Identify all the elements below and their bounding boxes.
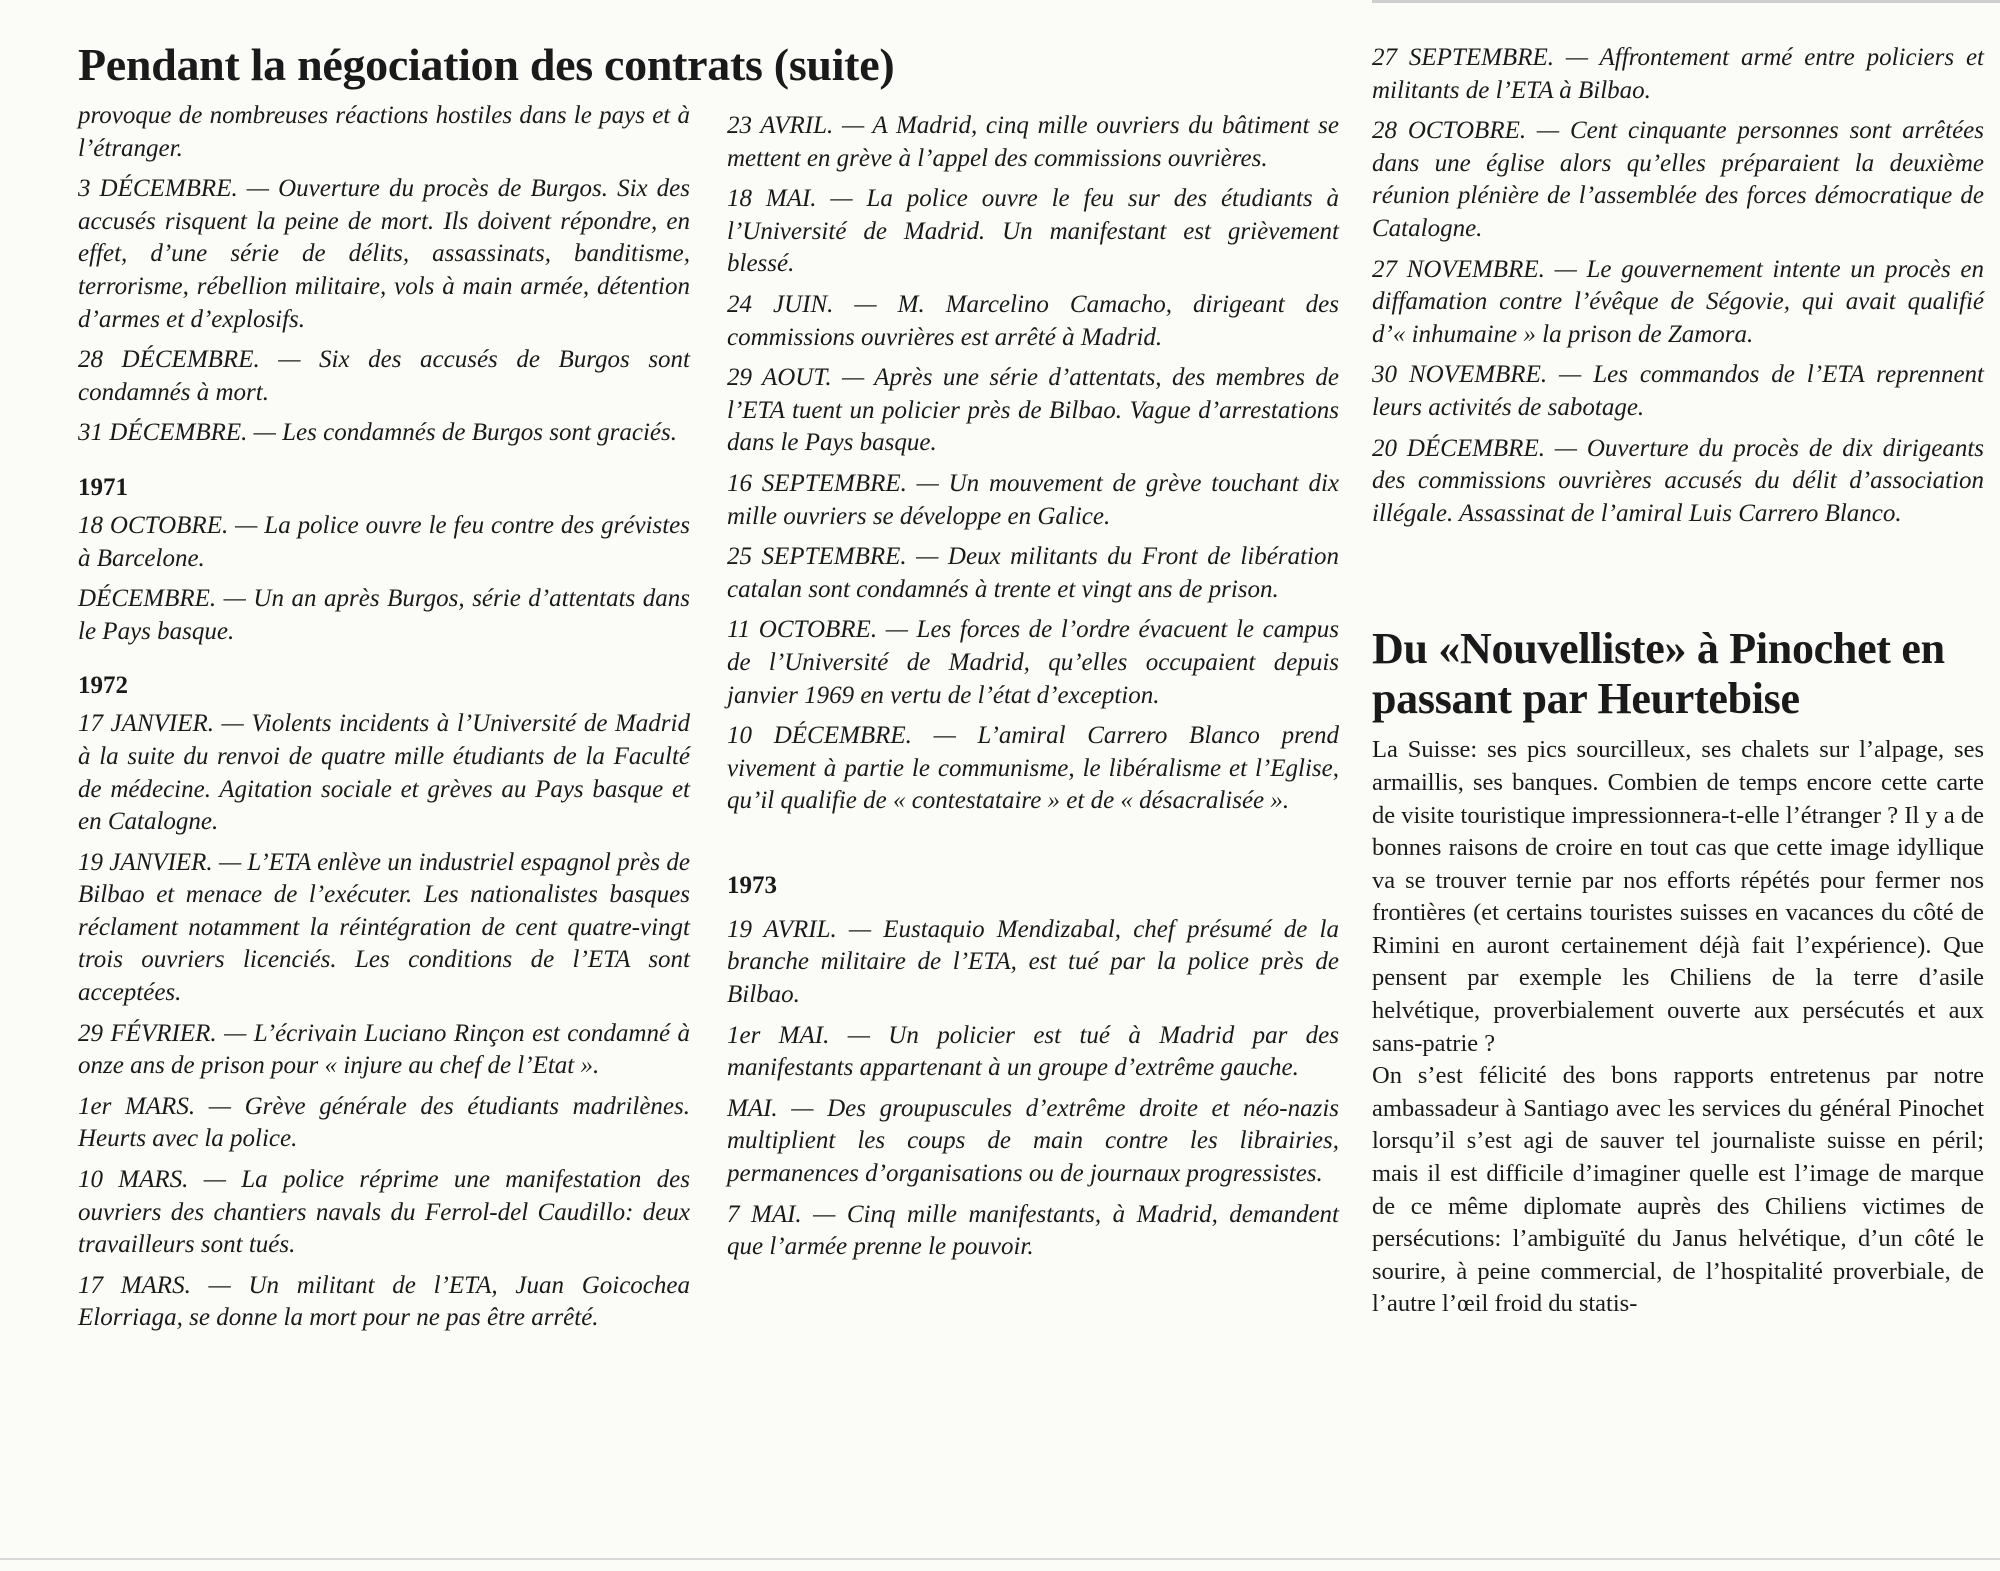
- entry: 3 DÉCEMBRE. — Ouverture du procès de Burgos. Six des accusés risquent la peine de mort. Ils doivent répondre, en effet, d’une série de délits, assassinats, banditisme, terrorisme, rébellion militaire, vols à main armée, détention d’armes et d’explosifs.: [78, 175, 690, 333]
- entry: 27 SEPTEMBRE. — Affrontement armé entre policiers et militants de l’ETA à Bilbao.: [1372, 44, 1984, 104]
- entry: 25 SEPTEMBRE. — Deux militants du Front de libération catalan sont condamnés à trente et vingt ans de prison.: [727, 543, 1339, 603]
- entry: 28 OCTOBRE. — Cent cinquante personnes sont arrêtées dans une église alors qu’elles préparaient la deuxième réunion plénière de l’assemblée des forces démocratique de Catalogne.: [1372, 117, 1984, 242]
- entry: 29 AOUT. — Après une série d’attentats, des membres de l’ETA tuent un policier près de Bilbao. Vague d’arrestations dans le Pays basque.: [727, 364, 1339, 457]
- entry: 10 MARS. — La police réprime une manifestation des ouvriers des chantiers navals du Ferrol-del Caudillo: deux travailleurs sont tués.: [78, 1166, 690, 1259]
- top-rule: [1372, 0, 2000, 3]
- entry: 17 JANVIER. — Violents incidents à l’Université de Madrid à la suite du renvoi de quatre mille étudiants de la Faculté de médecine. Agitation sociale et grèves au Pays basque et en Catalogne.: [78, 710, 690, 836]
- entry: 20 DÉCEMBRE. — Ouverture du procès de dix dirigeants des commissions ouvrières accusés du délit d’association illégale. Assassinat de l’amiral Luis Carrero Blanco.: [1372, 434, 1984, 527]
- entry: 18 OCTOBRE. — La police ouvre le feu contre des grévistes à Barcelone.: [78, 511, 690, 572]
- entry: MAI. — Des groupuscules d’extrême droite et néo-nazis multiplient les coups de main contre les librairies, permanences d’organisations ou de journaux progressistes.: [727, 1094, 1339, 1188]
- entry: 11 OCTOBRE. — Les forces de l’ordre évacuent le campus de l’Université de Madrid, qu’elles occupaient depuis janvier 1969 en vertu de l’état d’exception.: [727, 616, 1339, 709]
- entry: 28 DÉCEMBRE. — Six des accusés de Burgos sont condamnés à mort.: [78, 346, 690, 406]
- article-paragraph: On s’est félicité des bons rapports entretenus par notre ambassadeur à Santiago avec les services du général Pinochet lorsqu’il s’est agi de sauver tel journaliste suisse en péril; mais il est difficile d’imaginer quelle est l’image de marque de ce même diplomate auprès des Chiliens victimes de persécutions: l’ambiguïté du Janus helvétique, d’un côté le sourire, à peine commercial, de l’hospitalité proverbiale, de l’autre l’œil froid du statis-: [1372, 1062, 1984, 1318]
- entry: 7 MAI. — Cinq mille manifestants, à Madrid, demandent que l’armée prenne le pouvoir.: [727, 1200, 1339, 1261]
- entry: 19 JANVIER. — L’ETA enlève un industriel espagnol près de Bilbao et menace de l’exécuter. Les nationalistes basques réclament notamment la réintégration de cent quatre-vingt trois ouvriers licenciés. Les conditions de l’ETA sont acceptées.: [78, 848, 690, 1007]
- entry: 27 NOVEMBRE. — Le gouvernement intente un procès en diffamation contre l’évêque de Ségovie, qui avait qualifié d’« inhumaine » la prison de Zamora.: [1372, 255, 1984, 348]
- article-paragraph: La Suisse: ses pics sourcilleux, ses chalets sur l’alpage, ses armaillis, ses banques. Combien de temps encore cette carte de visite touristique impressionnera-t-elle l’étranger ? Il y a de bonnes raisons de croire en tout cas que cette image idyllique va se trouver ternie par nos efforts répétés pour fermer nos frontières (et certains touristes suisses en vacances du côté de Rimini en auront certainement déjà fait l’expérience). Que pensent par exemple les Chiliens de la terre d’asile helvétique, proverbialement ouverte aux persécutés et aux sans-patrie ?: [1372, 736, 1984, 1057]
- entry: 30 NOVEMBRE. — Les commandos de l’ETA reprennent leurs activités de sabotage.: [1372, 361, 1984, 421]
- entry: 29 FÉVRIER. — L’écrivain Luciano Rinçon est condamné à onze ans de prison pour « injure au chef de l’Etat ».: [78, 1019, 690, 1080]
- entry: 18 MAI. — La police ouvre le feu sur des étudiants à l’Université de Madrid. Un manifestant est grièvement blessé.: [727, 185, 1339, 278]
- headline-contracts: Pendant la négociation des contrats (suite): [78, 39, 895, 90]
- bottom-rule: [0, 1558, 2000, 1560]
- entry: 31 DÉCEMBRE. — Les condamnés de Burgos sont graciés.: [78, 419, 678, 447]
- headline-pinochet: Du «Nouvelliste» à Pinochet en passant par Heurtebise: [1372, 624, 1945, 724]
- year-heading-1973: 1973: [727, 871, 777, 899]
- entry: 10 DÉCEMBRE. — L’amiral Carrero Blanco prend vivement à partie le communisme, le libéralisme et l’Eglise, qu’il qualifie de « contestataire » et de « désacralisée ».: [727, 722, 1339, 815]
- year-heading-1971: 1971: [78, 473, 128, 501]
- entry: 24 JUIN. — M. Marcelino Camacho, dirigeant des commissions ouvrières est arrêté à Madrid.: [727, 290, 1339, 351]
- entry-continued: provoque de nombreuses réactions hostiles dans le pays et à l’étranger.: [78, 102, 690, 162]
- entry: 1er MARS. — Grève générale des étudiants madrilènes. Heurts avec la police.: [78, 1092, 690, 1153]
- column-gap: [1372, 538, 1984, 624]
- entry: 23 AVRIL. — A Madrid, cinq mille ouvriers du bâtiment se mettent en grève à l’appel des commissions ouvrières.: [727, 112, 1339, 172]
- entry: 19 AVRIL. — Eustaquio Mendizabal, chef présumé de la branche militaire de l’ETA, est tué par la police près de Bilbao.: [727, 915, 1339, 1009]
- entry: DÉCEMBRE. — Un an après Burgos, série d’attentats dans le Pays basque.: [78, 585, 690, 645]
- entry: 17 MARS. — Un militant de l’ETA, Juan Goicochea Elorriaga, se donne la mort pour ne pas être arrêté.: [78, 1271, 690, 1332]
- entry: 1er MAI. — Un policier est tué à Madrid par des manifestants appartenant à un groupe d’extrême gauche.: [727, 1021, 1339, 1082]
- entry: 16 SEPTEMBRE. — Un mouvement de grève touchant dix mille ouvriers se développe en Galice.: [727, 469, 1339, 530]
- year-heading-1972: 1972: [78, 672, 128, 700]
- column-3: [1372, 42, 1984, 1321]
- column-2: [727, 110, 1339, 1272]
